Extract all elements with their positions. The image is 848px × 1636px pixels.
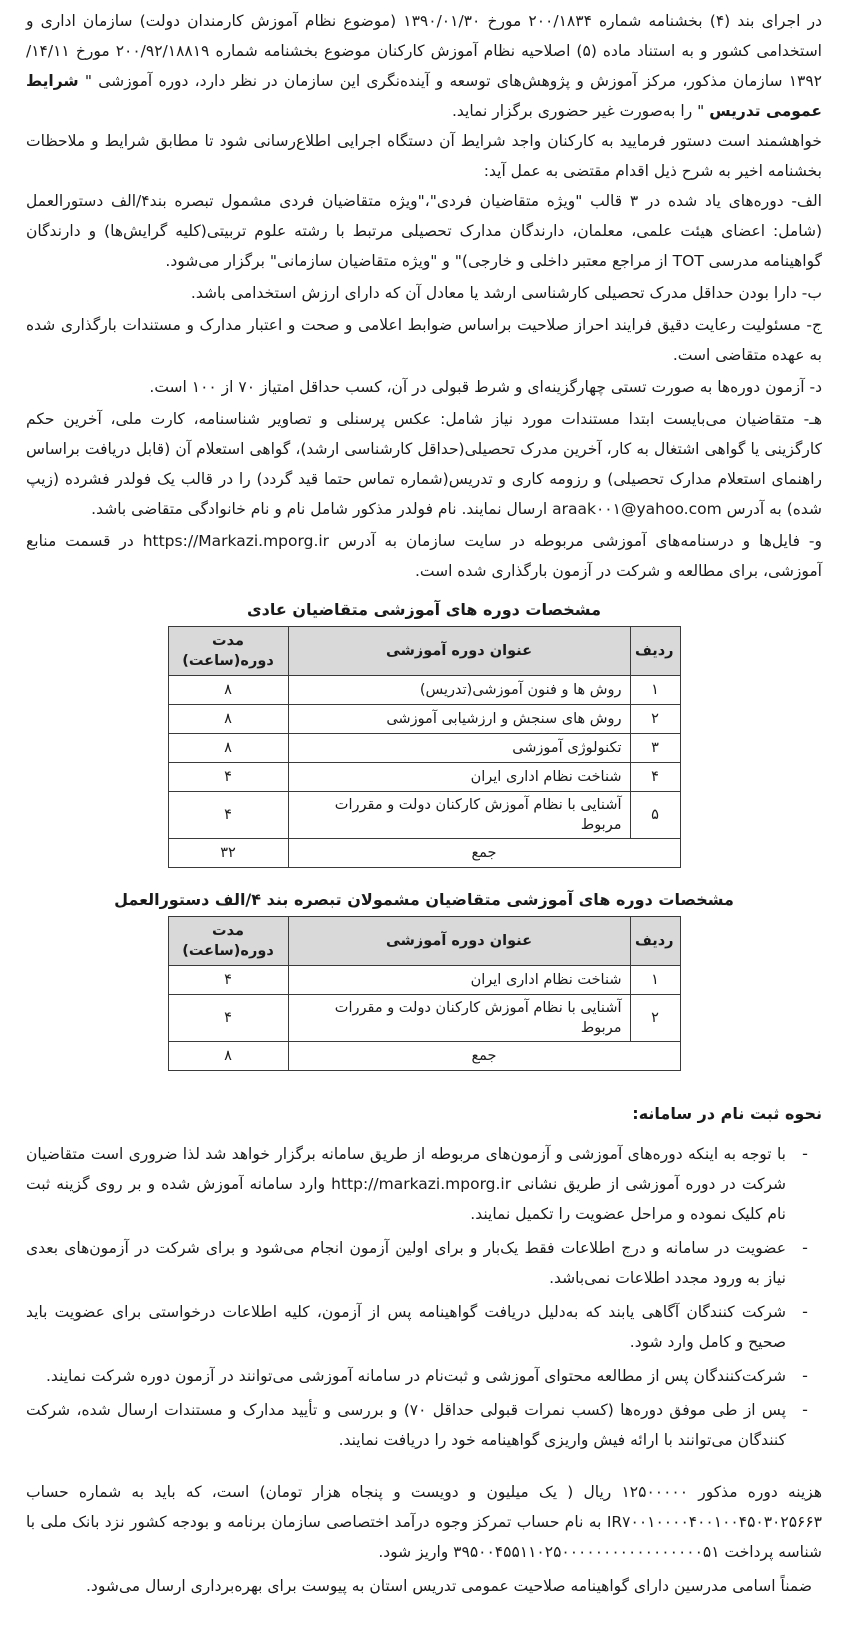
duration-cell: ۴ <box>168 763 288 792</box>
duration-cell: ۸ <box>168 676 288 705</box>
duration-cell: ۴ <box>168 792 288 839</box>
course-name-emphasis: شرایط عمومی تدریس <box>26 72 822 120</box>
dash-bullet-marker: - <box>802 1302 808 1321</box>
dash-bullet-marker: - <box>802 1238 808 1257</box>
course-title-cell: شناخت نظام اداری ایران <box>288 763 630 792</box>
course-title-cell: آشنایی با نظام آموزش کارکنان دولت و مقررات مربوط <box>288 792 630 839</box>
final-note-paragraph: ضمناً اسامی مدرسین دارای گواهینامه صلاحیت عمومی تدریس استان به پیوست برای بهره‌برداری ارسال می‌شود. <box>86 1577 812 1595</box>
row-number-cell: ۵ <box>630 792 680 839</box>
column-header-duration: مدت دوره(ساعت) <box>168 627 288 676</box>
spacer <box>26 868 822 876</box>
duration-cell: ۴ <box>168 966 288 995</box>
course-table-normal-applicants <box>168 626 681 868</box>
course-title-cell: تکنولوژی آموزشی <box>288 734 630 763</box>
table-row <box>168 705 680 734</box>
duration-cell: ۸ <box>168 705 288 734</box>
table-row <box>168 792 680 839</box>
duration-cell: ۸ <box>168 734 288 763</box>
table-row <box>168 763 680 792</box>
clause-paragraph-he: هـ- متقاضیان می‌بایست ابتدا مستندات مورد نیاز شامل: عکس پرسنلی و تصاویر شناسنامه، کارت ملی، آخرین حکم کارگزینی یا گواهی اشتغال به کار، آخرین مدرک تحصیلی(حداقل کارشناسی ارشد)، گواهی استعلام آن (قابل دریافت براساس راهنمای استعلام مدارک تحصیلی) و رزومه کاری و تدریس(شماره تماس حتما قید گردد) را در قالب یک فولدر فشرده (زیپ شده) به آدرس araak۰۰۱@yahoo.com ارسال نمایند. نام فولدر مذکور شامل نام و نام خانوادگی متقاضی باشد. <box>26 410 822 518</box>
table-title-exception-applicants: مشخصات دوره های آموزشی متقاضیان مشمولان تبصره بند ۴/الف دستورالعمل <box>114 890 734 909</box>
table-header-row <box>168 917 680 966</box>
intro-paragraph-text: در اجرای بند (۴) بخشنامه شماره ۲۰۰/۱۸۳۴ مورخ ۱۳۹۰/۰۱/۳۰ (موضوع نظام آموزش کارمندان دولت) سازمان اداری و استخدامی کشور و به استناد ماده (۵) اصلاحیه نظام آموزش کارکنان موضوع بخشنامه شماره ۲۰۰/۹۲/۱۸۸۱۹ مورخ ۱۴/۱۱/ ۱۳۹۲ سازمان مذکور، مرکز آموزش و پژوهش‌های توسعه و آینده‌نگری این سازمان در نظر دارد، دوره آموزشی " <box>26 12 823 90</box>
table-title-normal-applicants: مشخصات دوره های آموزشی متقاضیان عادی <box>247 600 601 619</box>
intro-paragraph-tail: " را به‌صورت غیر حضوری برگزار نماید. <box>451 102 710 120</box>
course-title-cell: روش های سنجش و ارزشیابی آموزشی <box>288 705 630 734</box>
dash-bullet-marker: - <box>802 1144 808 1163</box>
request-paragraph: خواهشمند است دستور فرمایید به کارکنان واجد شرایط آن دستگاه اجرایی اطلاع‌رسانی شود تا مطابق شرایط و ملاحظات بخشنامه اخیر به شرح ذیل اقدام مقتضی به عمل آید: <box>26 132 822 180</box>
dash-bullet-marker: - <box>802 1400 808 1419</box>
course-title-cell: روش ها و فنون آموزشی(تدریس) <box>288 676 630 705</box>
clause-paragraph-vav: و- فایل‌ها و درسنامه‌های آموزشی مربوطه در سایت سازمان به آدرس https://Markazi.mporg.ir در قسمت منابع آموزشی، برای مطالعه و شرکت در آزمون بارگذاری شده است. <box>26 532 823 580</box>
column-header-row-number: ردیف <box>630 917 680 966</box>
total-hours-cell: ۳۲ <box>168 839 288 868</box>
column-header-course-title: عنوان دوره آموزشی <box>288 917 630 966</box>
row-number-cell: ۴ <box>630 763 680 792</box>
list-item <box>26 1139 822 1229</box>
total-label-cell: جمع <box>288 1042 680 1071</box>
course-title-cell: آشنایی با نظام آموزش کارکنان دولت و مقررات مربوط <box>288 995 630 1042</box>
table-total-row <box>168 1042 680 1071</box>
duration-cell: ۴ <box>168 995 288 1042</box>
row-number-cell: ۱ <box>630 676 680 705</box>
column-header-row-number: ردیف <box>630 627 680 676</box>
clause-paragraph-alef: الف- دوره‌های یاد شده در ۳ قالب "ویژه متقاضیان فردی"،"ویژه متقاضیان فردی مشمول تبصره بند۴/الف دستورالعمل (شامل: اعضای هیئت علمی، معلمان، دارندگان مدارک تحصیلی مرتبط با رشته علوم تربیتی(کلیه گرایش‌ها) و دارندگان گواهینامه مدرسی TOT از مراجع معتبر داخلی و خارجی)" و "ویژه متقاضیان سازمانی" برگزار می‌شود. <box>26 192 822 270</box>
registration-item-text: شرکت کنندگان آگاهی یابند که به‌دلیل دریافت گواهینامه پس از آزمون، کلیه اطلاعات درخواستی برای عضویت باید صحیح و کامل وارد شود. <box>26 1303 786 1351</box>
column-header-duration: مدت دوره(ساعت) <box>168 917 288 966</box>
registration-item-text: عضویت در سامانه و درج اطلاعات فقط یک‌بار و برای اولین آزمون انجام می‌شود و برای شرکت در آزمون‌های بعدی نیاز به ورود مجدد اطلاعات نمی‌باشد. <box>26 1239 786 1287</box>
fee-payment-paragraph: هزینه دوره مذکور ۱۲۵۰۰۰۰۰ ریال ( یک میلیون و دویست و پنجاه هزار تومان) است، که باید به شماره حساب IR۷۰۰۱۰۰۰۰۴۰۰۱۰۰۴۵۰۳۰۲۵۶۶۳ به نام حساب تمرکز وجوه درآمد اختصاصی سازمان برنامه و بودجه کشور نزد بانک ملی با شناسه پرداخت ۳۹۵۰۰۴۵۵۱۱۰۲۵۰۰۰۰۰۰۰۰۰۰۰۰۰۰۰۰۰۵۱ واریز شود. <box>26 1483 822 1561</box>
row-number-cell: ۳ <box>630 734 680 763</box>
row-number-cell: ۲ <box>630 705 680 734</box>
list-item <box>26 1361 822 1391</box>
registration-item-text: با توجه به اینکه دوره‌های آموزشی و آزمون‌های مربوطه از طریق سامانه برگزار خواهد شد لذا ضروری است متقاضیان شرکت در دوره آموزشی از طریق نشانی http://markazi.mporg.ir وارد سامانه آموزش شده و بر روی گزینه ثبت نام کلیک نموده و مراحل عضویت را تکمیل نمایند. <box>26 1145 786 1223</box>
dash-bullet-marker: - <box>802 1366 808 1385</box>
list-item <box>26 1395 822 1455</box>
course-title-cell: شناخت نظام اداری ایران <box>288 966 630 995</box>
intro-paragraph <box>26 6 822 126</box>
registration-item-text: شرکت‌کنندگان پس از مطالعه محتوای آموزشی و ثبت‌نام در سامانه آموزشی می‌توانند در آزمون دوره شرکت نمایند. <box>46 1367 786 1385</box>
clause-list <box>26 186 822 586</box>
total-hours-cell: ۸ <box>168 1042 288 1071</box>
table-header-row <box>168 627 680 676</box>
clause-paragraph-dal: د- آزمون دوره‌ها به صورت تستی چهارگزینه‌ای و شرط قبولی در آن، کسب حداقل امتیاز ۷۰ از ۱۰۰ است. <box>149 378 822 396</box>
closing-section <box>26 1477 822 1601</box>
registration-bullet-list <box>26 1139 822 1455</box>
row-number-cell: ۲ <box>630 995 680 1042</box>
table-row <box>168 734 680 763</box>
registration-section-heading: نحوه ثبت نام در سامانه: <box>632 1104 822 1123</box>
course-table-exception-applicants <box>168 916 681 1071</box>
column-header-course-title: عنوان دوره آموزشی <box>288 627 630 676</box>
table-row <box>168 966 680 995</box>
list-item <box>26 1233 822 1293</box>
total-label-cell: جمع <box>288 839 680 868</box>
table-total-row <box>168 839 680 868</box>
clause-paragraph-be: ب- دارا بودن حداقل مدرک تحصیلی کارشناسی ارشد یا معادل آن که دارای ارزش استخدامی باشد. <box>190 284 822 302</box>
registration-item-text: پس از طی موفق دوره‌ها (کسب نمرات قبولی حداقل ۷۰) و بررسی و تأیید مدارک و مستندات ارسال شده، شرکت کنندگان می‌توانند با ارائه فیش واریزی گواهینامه خود را دریافت نمایند. <box>26 1401 787 1449</box>
table-row <box>168 676 680 705</box>
list-item <box>26 1297 822 1357</box>
table-row <box>168 995 680 1042</box>
clause-paragraph-jim: ج- مسئولیت رعایت دقیق فرایند احراز صلاحیت براساس ضوابط اعلامی و صحت و اعتبار مدارک و مستندات بارگذاری شده به عهده متقاضی است. <box>26 316 822 364</box>
row-number-cell: ۱ <box>630 966 680 995</box>
